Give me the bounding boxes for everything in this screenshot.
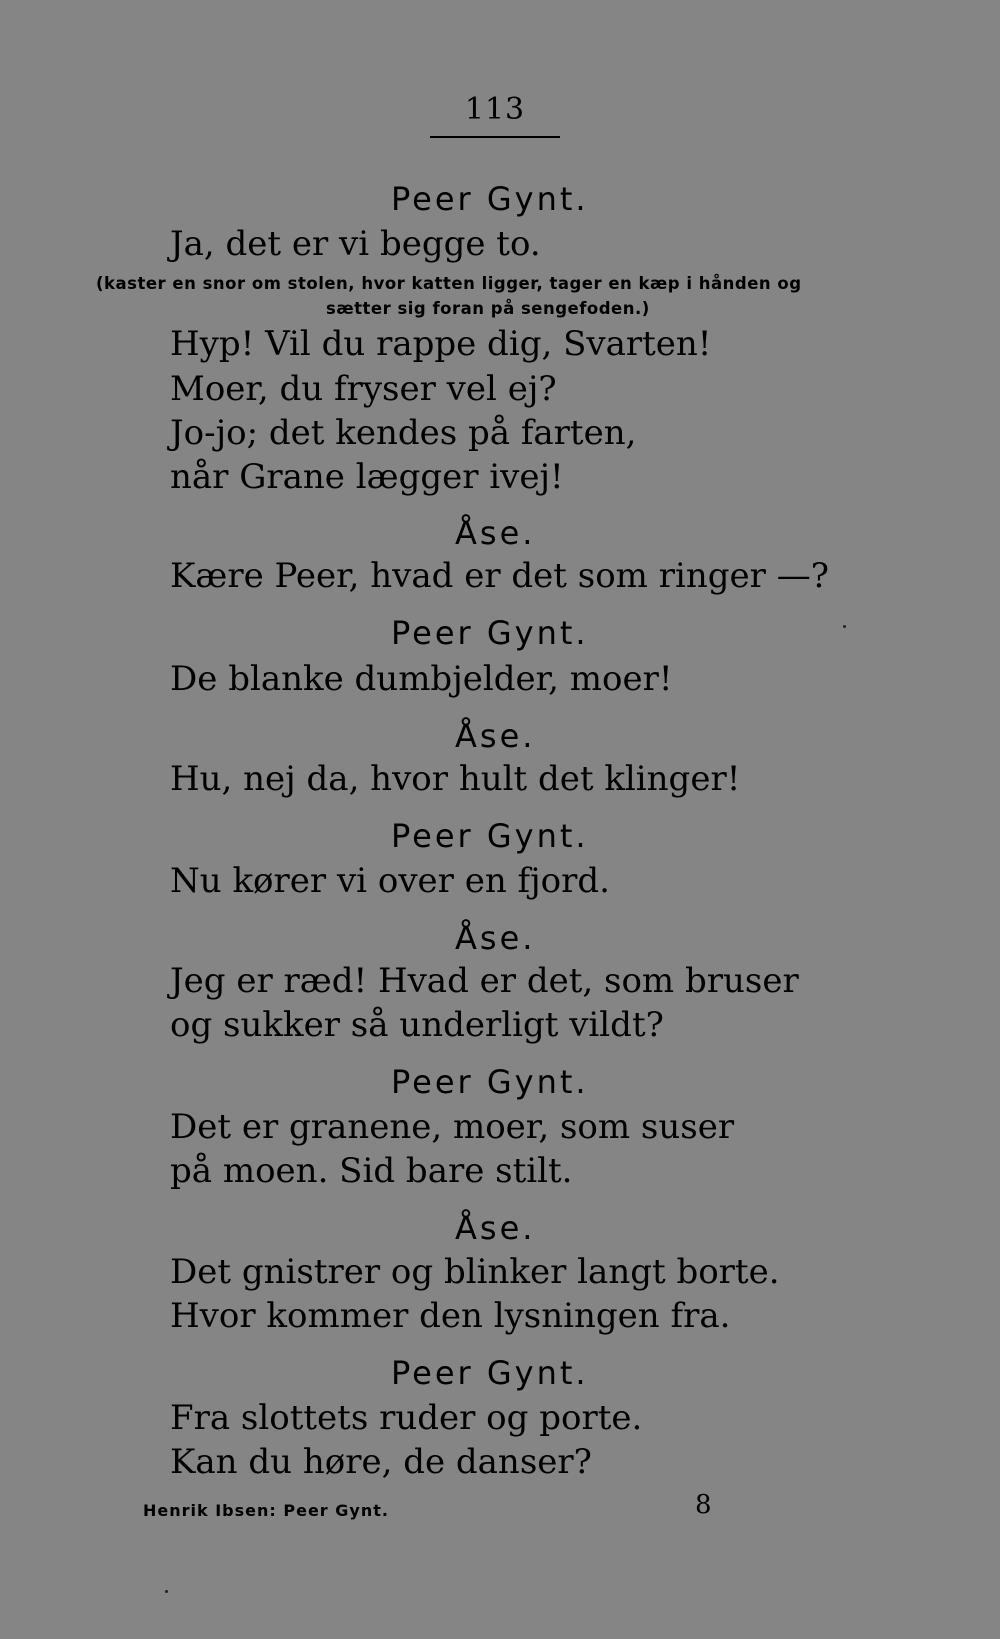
page-number: 113	[464, 92, 526, 127]
verse-line: Hyp! Vil du rappe dig, Svarten!	[170, 324, 712, 364]
verse-line: når Grane lægger ivej!	[170, 457, 564, 497]
verse-line: Hvor kommer den lysningen fra.	[170, 1296, 731, 1336]
verse-line: Fra slottets ruder og porte.	[170, 1398, 643, 1438]
stage-direction: sætter sig foran på sengefoden.)	[326, 299, 650, 318]
stage-direction: (kaster en snor om stolen, hvor katten ligger, tager en kæp i hånden og	[96, 274, 802, 293]
verse-line: på moen. Sid bare stilt.	[170, 1151, 573, 1191]
verse-line: Jo-jo; det kendes på farten,	[170, 413, 637, 453]
verse-line: Det er granene, moer, som suser	[170, 1107, 735, 1147]
verse-line: og sukker så underligt vildt?	[170, 1005, 664, 1045]
verse-line: Moer, du fryser vel ej?	[170, 369, 557, 409]
print-speck	[165, 1590, 168, 1593]
speaker-name: Peer Gynt.	[391, 614, 589, 652]
verse-line: Det gnistrer og blinker langt borte.	[170, 1252, 780, 1292]
page-number-rule	[430, 136, 560, 138]
verse-line: Kære Peer, hvad er det som ringer —?	[170, 556, 829, 596]
verse-line: De blanke dumbjelder, moer!	[170, 659, 673, 699]
speaker-name: Åse.	[455, 1209, 536, 1247]
speaker-name: Peer Gynt.	[391, 1063, 589, 1101]
speaker-name: Peer Gynt.	[391, 180, 589, 218]
print-speck	[843, 625, 846, 628]
footer-signature-mark: 8	[695, 1490, 712, 1520]
footer-author-title: Henrik Ibsen: Peer Gynt.	[143, 1501, 389, 1520]
speaker-name: Peer Gynt.	[391, 817, 589, 855]
speaker-name: Åse.	[455, 514, 536, 552]
verse-line: Nu kører vi over en fjord.	[170, 861, 610, 901]
speaker-name: Åse.	[455, 717, 536, 755]
verse-line: Jeg er ræd! Hvad er det, som bruser	[170, 961, 799, 1001]
verse-line: Kan du høre, de danser?	[170, 1442, 592, 1482]
verse-line: Ja, det er vi begge to.	[170, 224, 541, 264]
speaker-name: Åse.	[455, 919, 536, 957]
verse-line: Hu, nej da, hvor hult det klinger!	[170, 759, 741, 799]
speaker-name: Peer Gynt.	[391, 1354, 589, 1392]
